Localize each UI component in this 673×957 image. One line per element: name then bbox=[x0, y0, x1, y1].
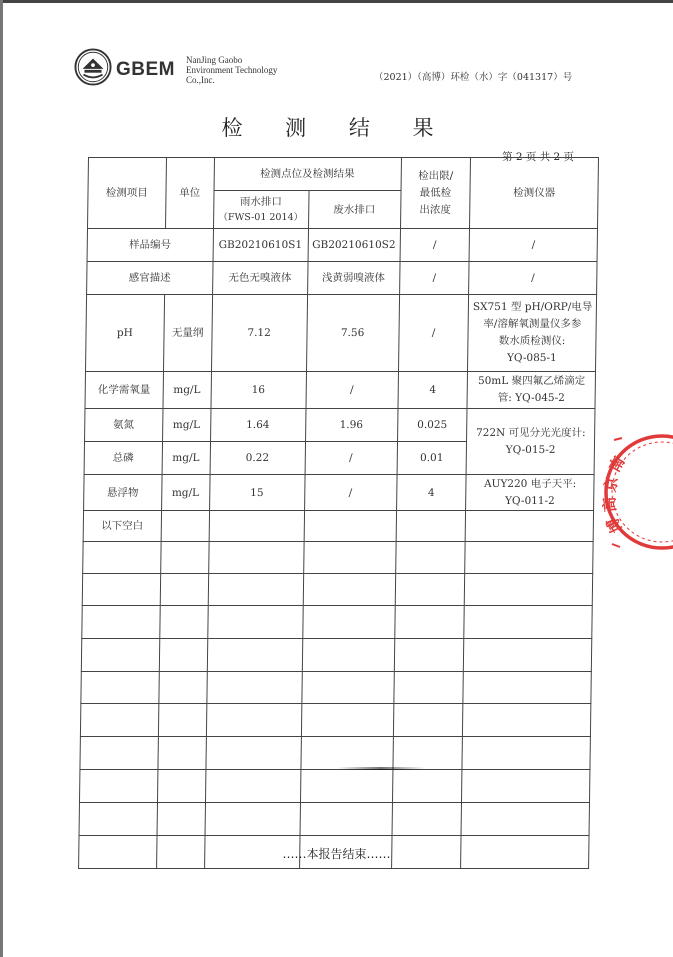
page-indicator: 第 2 页 共 2 页 bbox=[502, 151, 575, 163]
row-point-1: 16 bbox=[211, 372, 306, 409]
header-point-2: 废水排口 bbox=[308, 191, 401, 229]
header-limit-line: 出浓度 bbox=[419, 203, 452, 216]
svg-text:南: 南 bbox=[605, 453, 629, 476]
row-point-2: / bbox=[305, 442, 397, 475]
scan-smudge bbox=[337, 767, 425, 770]
instrument-line: 数水质检测仪: bbox=[498, 335, 566, 347]
instrument-line: YQ-085-1 bbox=[506, 352, 557, 364]
company-name bbox=[186, 55, 277, 85]
row-point-2: / bbox=[306, 372, 399, 409]
header-limit-line: 最低检 bbox=[419, 186, 452, 199]
sample-number-point-1: GB20210610S1 bbox=[213, 229, 308, 262]
row-unit: 无量纲 bbox=[163, 295, 212, 372]
blank-marker: 以下空白 bbox=[83, 511, 161, 542]
row-point-1: 7.12 bbox=[211, 295, 307, 372]
row-limit: 0.01 bbox=[397, 442, 467, 475]
row-point-2: 1.96 bbox=[305, 409, 397, 442]
header-limit-line: 检出限/ bbox=[418, 169, 454, 182]
instrument-line: YQ-011-2 bbox=[504, 494, 555, 507]
header-point-1 bbox=[213, 191, 308, 229]
company-line: Environment Technology bbox=[186, 65, 278, 75]
svg-text:高: 高 bbox=[600, 496, 620, 513]
row-item: 化学需氧量 bbox=[85, 372, 163, 409]
sample-number-limit: / bbox=[400, 229, 470, 262]
header-item: 检测项目 bbox=[88, 158, 167, 229]
sample-number-row bbox=[87, 229, 597, 262]
row-instrument bbox=[466, 409, 595, 475]
red-company-seal-icon bbox=[584, 432, 673, 552]
header-unit: 单位 bbox=[165, 158, 214, 229]
empty-row bbox=[82, 574, 592, 606]
row-limit: 4 bbox=[396, 475, 466, 511]
row-point-1: 15 bbox=[209, 475, 304, 511]
sample-number-instrument: / bbox=[469, 229, 597, 262]
svg-text:京: 京 bbox=[601, 475, 622, 494]
row-instrument bbox=[466, 475, 594, 511]
report-end-note: ……本报告结束…… bbox=[282, 847, 391, 861]
sensory-limit: / bbox=[399, 262, 469, 295]
sensory-label: 感官描述 bbox=[87, 262, 213, 295]
empty-row bbox=[81, 672, 591, 704]
table-row bbox=[85, 372, 596, 409]
row-item: 总磷 bbox=[84, 442, 162, 475]
results-table bbox=[78, 157, 599, 869]
row-unit: mg/L bbox=[161, 475, 209, 511]
sensory-instrument: / bbox=[469, 262, 597, 295]
page-edge-top bbox=[0, 0, 673, 3]
row-point-2: / bbox=[304, 475, 396, 511]
sample-number-point-2: GB20210610S2 bbox=[308, 229, 400, 262]
page-edge-left bbox=[0, 0, 3, 957]
empty-row bbox=[79, 803, 589, 836]
blank-row bbox=[83, 511, 593, 542]
instrument-line: 管: YQ-045-2 bbox=[497, 392, 565, 404]
instrument-line: YQ-015-2 bbox=[505, 443, 556, 456]
row-unit: mg/L bbox=[162, 409, 210, 442]
instrument-line: 722N 可见分光光度计: bbox=[475, 426, 586, 439]
row-item: 悬浮物 bbox=[84, 475, 162, 511]
instrument-line: AUY220 电子天平: bbox=[483, 477, 577, 490]
row-limit: 0.025 bbox=[397, 409, 467, 442]
row-point-2: 7.56 bbox=[306, 295, 399, 372]
empty-row bbox=[82, 606, 592, 639]
company-line: Co.,Inc. bbox=[186, 75, 215, 85]
row-unit: mg/L bbox=[162, 442, 210, 475]
gbem-crest-logo-icon bbox=[74, 48, 112, 86]
header-instrument: 检测仪器 bbox=[470, 158, 599, 229]
empty-row bbox=[79, 770, 589, 803]
instrument-line: 率/溶解氧测量仪多参 bbox=[483, 318, 582, 330]
row-unit: mg/L bbox=[163, 372, 211, 409]
sensory-row bbox=[87, 262, 597, 295]
sensory-point-2: 浅黄弱嗅液体 bbox=[307, 262, 399, 295]
instrument-line: SX751 型 pH/ORP/电导 bbox=[472, 301, 593, 313]
empty-row bbox=[80, 704, 590, 737]
row-point-1: 1.64 bbox=[210, 409, 305, 442]
row-point-1: 0.22 bbox=[210, 442, 305, 475]
table-row bbox=[85, 409, 595, 442]
empty-row bbox=[81, 639, 591, 672]
row-item: pH bbox=[86, 295, 165, 372]
instrument-line: 50mL 聚四氟乙烯滴定 bbox=[477, 375, 586, 387]
table-header-row bbox=[88, 158, 598, 191]
brand-name: GBEM bbox=[116, 59, 175, 80]
empty-row bbox=[80, 737, 590, 770]
table-row bbox=[86, 295, 597, 372]
row-item: 氨氮 bbox=[85, 409, 163, 442]
row-instrument bbox=[468, 295, 597, 372]
header-detection-limit bbox=[400, 158, 471, 229]
point-1-name: 雨水排口 bbox=[239, 195, 283, 208]
page-title: 检 测 结 果 bbox=[221, 116, 452, 140]
svg-text:博: 博 bbox=[603, 514, 626, 536]
row-instrument bbox=[467, 372, 595, 409]
table-row bbox=[84, 475, 595, 511]
empty-row bbox=[83, 542, 593, 574]
header-points-group: 检测点位及检测结果 bbox=[214, 158, 401, 191]
sensory-point-1: 无色无嗅液体 bbox=[212, 262, 307, 295]
point-1-code: （FWS-01 2014） bbox=[218, 211, 304, 223]
row-limit: / bbox=[398, 295, 469, 372]
company-line: NanJing Gaobo bbox=[186, 55, 243, 65]
sample-number-label: 样品编号 bbox=[87, 229, 213, 262]
row-limit: 4 bbox=[398, 372, 468, 409]
report-number: （2021）（高博）环检（水）字（041317）号 bbox=[374, 72, 573, 83]
